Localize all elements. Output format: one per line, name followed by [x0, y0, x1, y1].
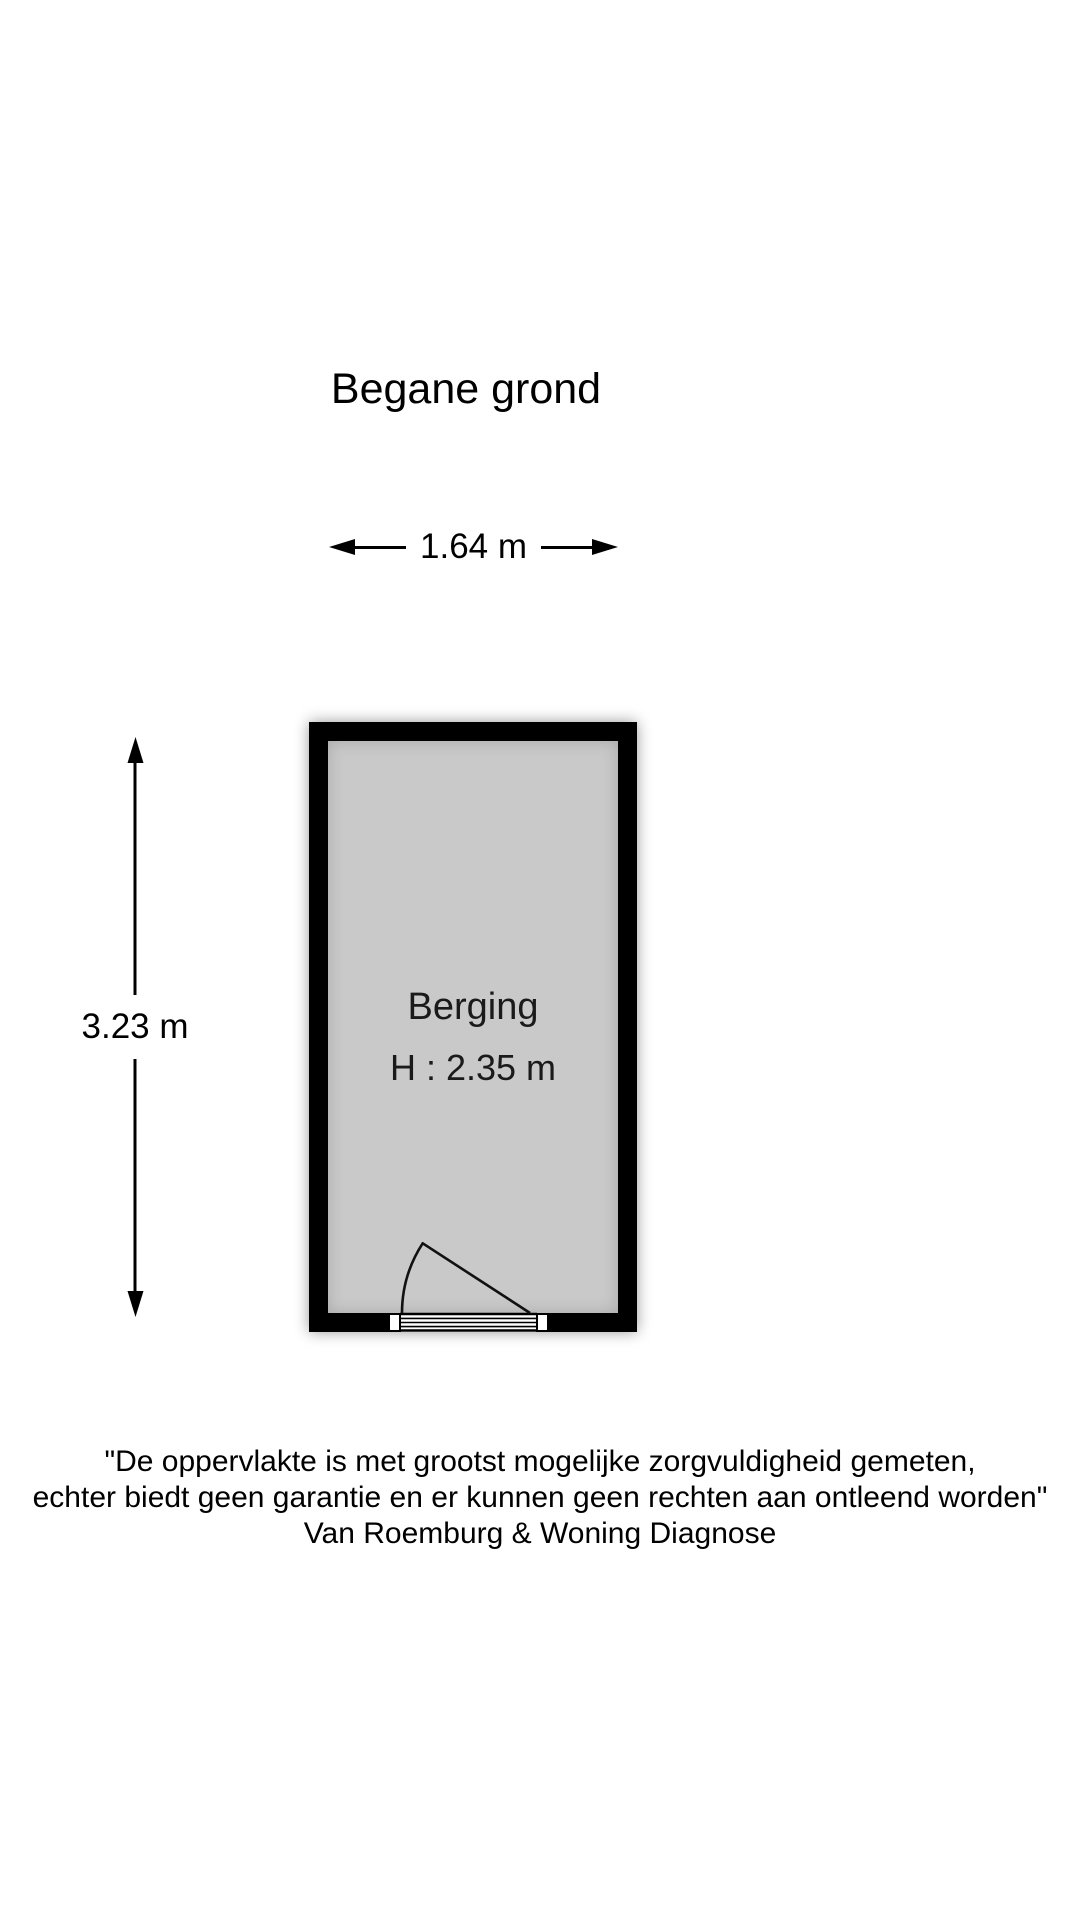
- room-labels: [328, 751, 618, 1323]
- floor-title: Begane grond: [330, 365, 602, 413]
- dimension-line: [134, 763, 137, 995]
- disclaimer-line-3: Van Roemburg & Woning Diagnose: [303, 1517, 777, 1550]
- dimension-line: [541, 546, 592, 549]
- room-name: Berging: [407, 985, 539, 1028]
- dimension-line: [355, 546, 406, 549]
- arrow-down-icon: [127, 1291, 143, 1317]
- room-berging: [309, 722, 637, 1332]
- disclaimer-line-1: "De oppervlakte is met grootst mogelijke zorgvuldigheid gemeten,: [104, 1445, 976, 1478]
- depth-dimension-label: 3.23 m: [81, 1007, 189, 1046]
- width-dimension: [329, 527, 618, 567]
- arrow-right-icon: [592, 539, 618, 555]
- arrow-left-icon: [329, 539, 355, 555]
- dimension-line: [134, 1059, 137, 1291]
- arrow-up-icon: [127, 737, 143, 763]
- room-ceiling-height: H : 2.35 m: [389, 1046, 557, 1088]
- disclaimer: [0, 1444, 1080, 1552]
- disclaimer-line-2: echter biedt geen garantie en er kunnen geen rechten aan ontleend worden": [32, 1481, 1048, 1514]
- depth-dimension: [82, 737, 189, 1317]
- width-dimension-label: 1.64 m: [420, 527, 527, 566]
